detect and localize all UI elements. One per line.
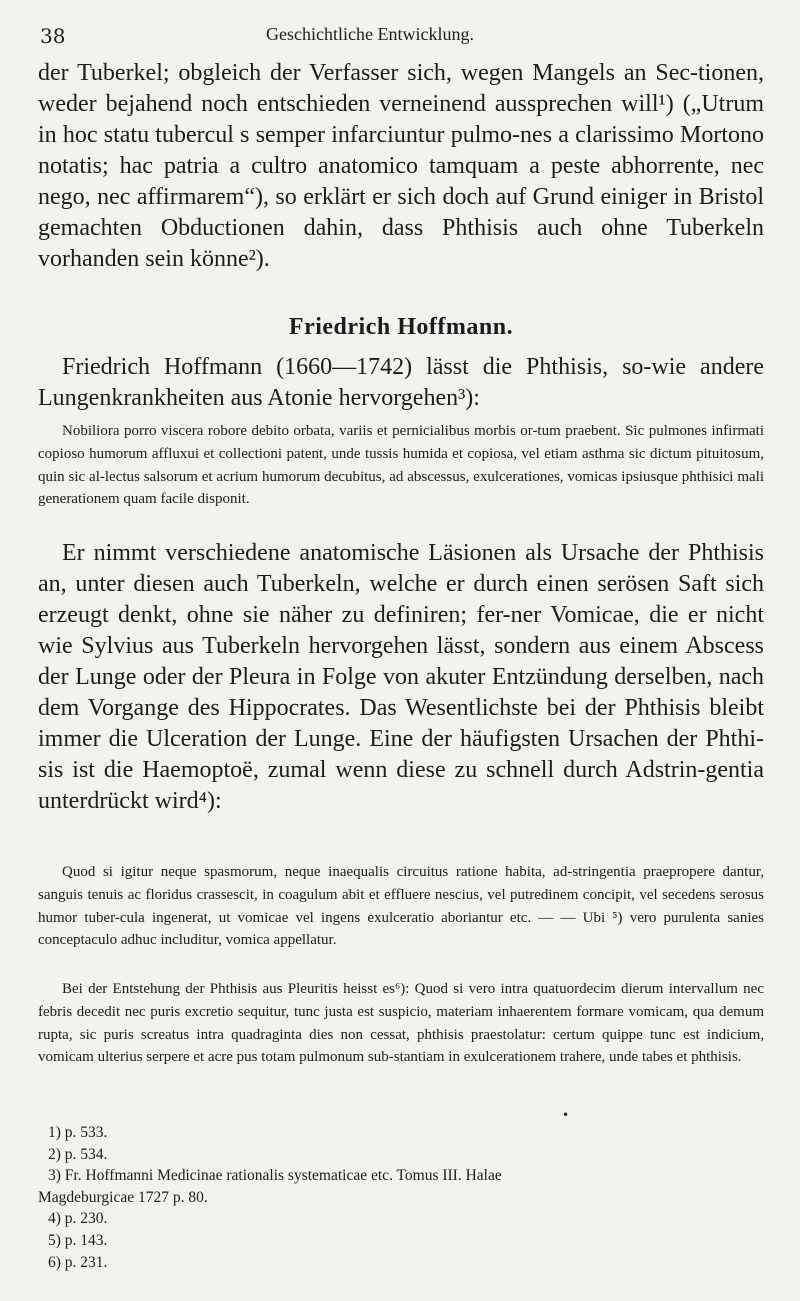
footnote-2: 2) p. 534. xyxy=(48,1145,108,1163)
footnotes xyxy=(38,1122,764,1273)
running-title: Geschichtliche Entwicklung. xyxy=(266,24,474,44)
latin-quote-nobiliora: Nobiliora porro viscera robore debito orbata, variis et pernicialibus morbis or-tum praebent. Sic pulmones infirmati copioso humorum affluxui et collectioni patent, unde tussis humida et copiosa, vel etiam asthma sic dictum pituitosum, quin sic al-lectus salsorum et acrium humorum decubitus, ad abscessus, exulcerationes, vomicas ipsiusque phthisici mali generationem quam facile disponit. xyxy=(38,423,764,508)
footnote-3: 3) Fr. Hoffmanni Medicinae rationalis systematicae etc. Tomus III. Halae xyxy=(48,1167,502,1185)
decorative-dot: • xyxy=(562,1108,570,1122)
paragraph-laesionen: Er nimmt verschiedene anatomische Läsionen als Ursache der Phthisis an, unter diesen auch Tuberkeln, welche er durch einen serösen Saft sich erzeugt denkt, ohne sie näher zu definiren; fer-ner Vomicae, die er nicht wie Sylvius aus Tuberkeln hervorgehen lässt, sondern aus einem Abscess der Lunge oder der Pleura in Folge von akuter Entzündung derselben, nach dem Vorgange des Hippocrates. Das Wesentlichste bei der Phthisis bleibt immer die Ulceration der Lunge. Eine der häufigsten Ursachen der Phthi-sis ist die Haemoptoë, zumal wenn diese zu schnell durch Adstrin-gentia unterdrückt wird⁴): xyxy=(38,540,764,814)
footnote-5: 5) p. 143. xyxy=(48,1231,108,1249)
latin-quote-adstringentia: Quod si igitur neque spasmorum, neque inaequalis circuitus ratione habita, ad-stringentia praepropere dantur, sanguis tenuis ac floridus crassescit, in coagulum abit et effluere nescius, vel putredinem concipit, vel secedens serosus humor tuber-cula ingenerat, ut vomicae vel ingens exulceratio aboriantur etc. — — Ubi ⁵) vero purulenta sanies conceptaculo adhuc includitur, vomica appellatur. xyxy=(38,864,764,949)
paragraph-hoffmann-intro: Friedrich Hoffmann (1660—1742) lässt die Phthisis, so-wie andere Lungenkrankheiten aus Atonie hervorgehen³): xyxy=(38,354,764,411)
footnote-4: 4) p. 230. xyxy=(48,1210,108,1228)
footnote-1: 1) p. 533. xyxy=(48,1124,108,1141)
paragraph-tuberkel: der Tuberkel; obgleich der Verfasser sich, wegen Mangels an Sec-tionen, weder bejahend noch entschieden verneinend aussprechen will¹) („Utrum in hoc statu tubercul s semper infarciuntur pulmo-nes a clarissimo Mortono notatis; hac patria a cultro anatomico tamquam a peste abhorrente, nec nego, nec affirmarem“), so erklärt er sich doch auf Grund einiger in Bristol gemachten Obductionen dahin, dass Phthisis auch ohne Tuberkeln vorhanden sein könne²). xyxy=(38,60,764,272)
section-heading: Friedrich Hoffmann. xyxy=(288,314,514,340)
page-number: 38 xyxy=(40,24,66,48)
page-header xyxy=(40,24,760,54)
footnote-3-continued: Magdeburgicae 1727 p. 80. xyxy=(38,1188,208,1206)
footnote-6: 6) p. 231. xyxy=(48,1253,108,1271)
latin-quote-pleuritis: Bei der Entstehung der Phthisis aus Pleuritis heisst es⁶): Quod si vero intra quatuordecim dierum intervallum nec febris decedit nec puris excretio sequitur, tunc justa est suspicio, materiam inhaerentem formare vomicam, qua demum rupta, sic puris screatus intra quadraginta dies non cessat, phthisis praestolatur: certum quippe tunc est indicium, vomicam ulterius serpere et acre pus totam pulmonum sub-stantiam in exulcerationem trahere, unde tabes et phthisis. xyxy=(38,981,764,1066)
